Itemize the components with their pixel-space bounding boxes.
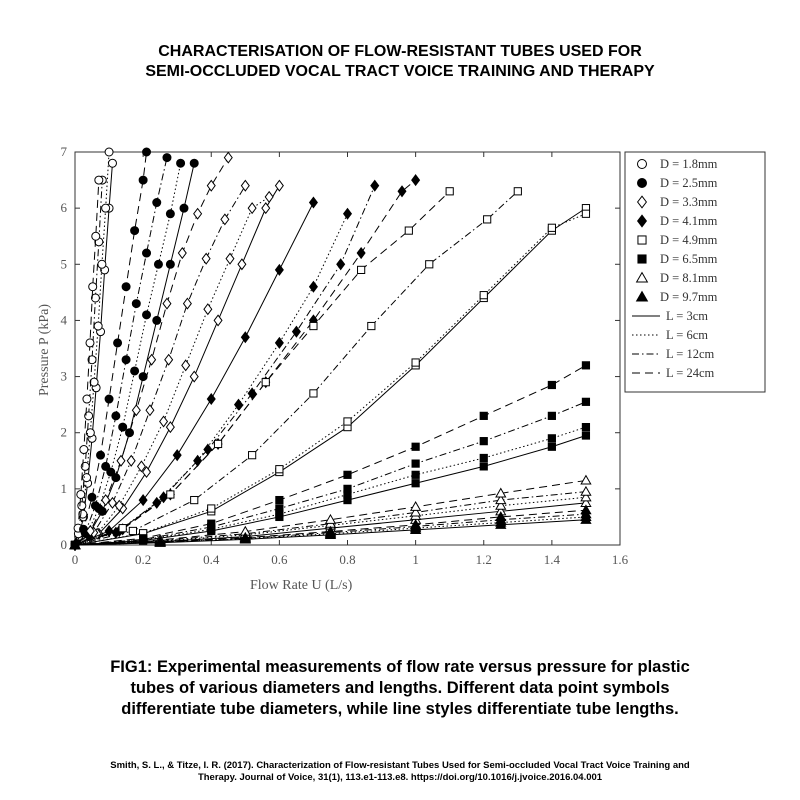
- legend-marker: [638, 255, 646, 263]
- data-point: [94, 322, 102, 330]
- data-point: [480, 412, 487, 419]
- legend-label: D = 3.3mm: [660, 195, 718, 209]
- data-point: [480, 454, 487, 461]
- legend: [625, 152, 765, 392]
- data-point: [548, 443, 555, 450]
- data-point: [412, 359, 419, 366]
- data-point: [91, 502, 99, 510]
- figure-caption: [40, 657, 760, 720]
- data-point: [412, 460, 419, 467]
- data-point: [480, 438, 487, 445]
- x-tick-label: 1.4: [543, 552, 560, 567]
- data-point: [208, 520, 215, 527]
- legend-label: L = 12cm: [666, 347, 715, 361]
- data-point: [119, 423, 127, 431]
- data-point: [114, 339, 122, 347]
- data-point: [412, 443, 419, 450]
- data-point: [249, 452, 256, 459]
- y-axis-label: Pressure P (kPa): [37, 303, 52, 397]
- data-point: [77, 490, 85, 498]
- data-point: [102, 462, 110, 470]
- data-point: [86, 339, 94, 347]
- data-point: [480, 463, 487, 470]
- y-tick-label: 3: [60, 368, 67, 384]
- data-point: [344, 418, 351, 425]
- legend-marker: [638, 236, 646, 244]
- data-point: [358, 266, 365, 273]
- data-point: [119, 525, 126, 532]
- caption-line-3: differentiate tube diameters, while line styles differentiate tube lengths.: [121, 700, 679, 718]
- data-point: [582, 398, 589, 405]
- data-point: [368, 322, 375, 329]
- data-point: [102, 204, 110, 212]
- data-point: [310, 322, 317, 329]
- data-point: [131, 367, 139, 375]
- data-point: [97, 451, 105, 459]
- data-point: [177, 159, 185, 167]
- data-point: [153, 316, 161, 324]
- x-tick-label: 1: [412, 552, 419, 567]
- data-point: [190, 159, 198, 167]
- data-point: [98, 260, 106, 268]
- x-tick-label: 0.8: [339, 552, 356, 567]
- data-point: [166, 210, 174, 218]
- legend-marker: [638, 160, 647, 169]
- data-point: [79, 510, 87, 518]
- legend-label: L = 24cm: [666, 366, 715, 380]
- figure-title: [0, 42, 800, 82]
- data-point: [426, 261, 433, 268]
- legend-label: L = 6cm: [666, 328, 708, 342]
- figure-title-line-1: CHARACTERISATION OF FLOW-RESISTANT TUBES USED FOR: [158, 43, 642, 60]
- figure-title-line-2: SEMI-OCCLUDED VOCAL TRACT VOICE TRAINING AND THERAPY: [145, 63, 655, 80]
- citation-line-1: Smith, S. L., & Titze, I. R. (2017). Characterization of Flow-resistant Tubes Used for Semi-occluded Vocal Tract Voice Training and: [110, 760, 690, 771]
- x-tick-label: 1.2: [475, 552, 492, 567]
- x-tick-label: 0.2: [135, 552, 152, 567]
- data-point: [126, 429, 134, 437]
- chart: [0, 140, 800, 600]
- data-point: [88, 493, 96, 501]
- data-point: [83, 395, 91, 403]
- y-tick-label: 1: [60, 480, 67, 496]
- legend-label: D = 6.5mm: [660, 252, 718, 266]
- data-point: [548, 224, 555, 231]
- data-point: [310, 390, 317, 397]
- data-point: [214, 440, 221, 447]
- legend-label: D = 4.9mm: [660, 233, 718, 247]
- legend-label: D = 1.8mm: [660, 157, 718, 171]
- data-point: [108, 159, 116, 167]
- data-point: [153, 199, 161, 207]
- data-point: [412, 471, 419, 478]
- caption-line-1: FIG1: Experimental measurements of flow rate versus pressure for plastic: [110, 658, 690, 676]
- data-point: [480, 292, 487, 299]
- data-point: [163, 154, 171, 162]
- legend-marker: [638, 179, 647, 188]
- data-point: [80, 446, 88, 454]
- data-point: [582, 362, 589, 369]
- legend-label: D = 4.1mm: [660, 214, 718, 228]
- data-point: [582, 432, 589, 439]
- x-tick-label: 0.6: [271, 552, 288, 567]
- data-point: [208, 505, 215, 512]
- data-point: [143, 311, 151, 319]
- data-point: [446, 188, 453, 195]
- data-point: [262, 379, 269, 386]
- data-point: [78, 502, 86, 510]
- data-point: [412, 480, 419, 487]
- data-point: [80, 525, 88, 533]
- x-tick-label: 0: [71, 552, 79, 567]
- data-point: [582, 424, 589, 431]
- data-point: [105, 148, 113, 156]
- data-point: [112, 412, 120, 420]
- data-point: [129, 527, 136, 534]
- data-point: [344, 471, 351, 478]
- citation-line-2: Therapy. Journal of Voice, 31(1), 113.e1-113.e8. https://doi.org/10.1016/j.jvoice.2016.04.001: [197, 772, 603, 783]
- data-point: [180, 204, 188, 212]
- legend-label: L = 3cm: [666, 309, 708, 323]
- data-point: [139, 176, 147, 184]
- y-tick-label: 2: [60, 424, 67, 440]
- legend-label: D = 9.7mm: [660, 290, 718, 304]
- legend-label: D = 8.1mm: [660, 271, 718, 285]
- data-point: [276, 466, 283, 473]
- y-tick-label: 6: [60, 200, 67, 216]
- data-point: [166, 260, 174, 268]
- data-point: [167, 491, 174, 498]
- y-tick-label: 4: [60, 312, 67, 328]
- data-point: [131, 227, 139, 235]
- data-point: [548, 381, 555, 388]
- legend-label: D = 2.5mm: [660, 176, 718, 190]
- data-point: [143, 148, 151, 156]
- data-point: [95, 176, 103, 184]
- x-axis-label: Flow Rate U (L/s): [250, 578, 353, 593]
- x-tick-label: 0.4: [203, 552, 220, 567]
- caption-line-2: tubes of various diameters and lengths. Different data point symbols: [130, 679, 670, 697]
- data-point: [89, 283, 97, 291]
- data-point: [191, 496, 198, 503]
- x-tick-label: 1.6: [611, 552, 629, 567]
- data-point: [548, 435, 555, 442]
- data-point: [514, 188, 521, 195]
- data-point: [344, 485, 351, 492]
- data-point: [276, 496, 283, 503]
- data-point: [276, 505, 283, 512]
- data-point: [90, 378, 98, 386]
- data-point: [405, 227, 412, 234]
- y-tick-label: 7: [60, 144, 67, 159]
- data-point: [548, 412, 555, 419]
- data-point: [105, 395, 113, 403]
- data-point: [143, 249, 151, 257]
- data-point: [132, 300, 140, 308]
- data-point: [122, 356, 130, 364]
- data-point: [582, 210, 589, 217]
- data-point: [484, 216, 491, 223]
- data-point: [92, 232, 100, 240]
- data-point: [122, 283, 130, 291]
- y-tick-label: 5: [60, 256, 67, 272]
- data-point: [154, 260, 162, 268]
- citation: [20, 760, 780, 784]
- y-tick-label: 0: [60, 537, 67, 552]
